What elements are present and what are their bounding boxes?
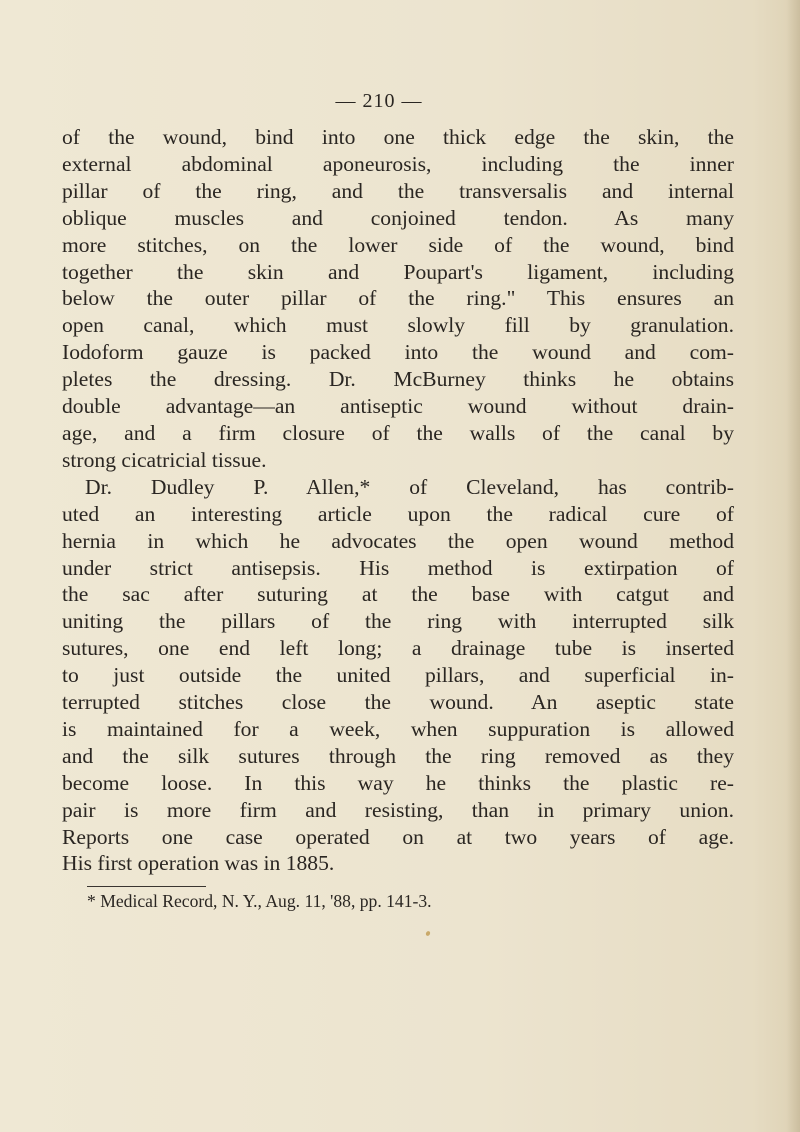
page-number: — 210 — — [335, 90, 423, 112]
text-line: pillar of the ring, and the transversalis and internal — [62, 178, 734, 203]
text-line: age, and a firm closure of the walls of the canal by — [62, 420, 734, 445]
text-line: hernia in which he advocates the open wound method — [62, 528, 734, 553]
text-line: double advantage—an antiseptic wound without drain- — [62, 394, 734, 419]
text-line: the sac after suturing at the base with catgut and — [62, 582, 734, 607]
text-line: of the wound, bind into one thick edge the skin, the — [62, 125, 734, 149]
text-line: and the silk sutures through the ring removed as they — [62, 743, 734, 768]
text-line: pletes the dressing. Dr. McBurney thinks he obtains — [62, 367, 734, 392]
text-line: Reports one case operated on at two years of age. — [62, 824, 734, 849]
footnote-rule — [87, 886, 206, 887]
paragraph-start-line: Dr. Dudley P. Allen,* of Cleveland, has contrib- — [85, 474, 734, 499]
text-line: become loose. In this way he thinks the plastic re- — [62, 770, 734, 795]
text-line: to just outside the united pillars, and superficial in- — [62, 663, 734, 688]
text-line: more stitches, on the lower side of the wound, bind — [62, 232, 734, 257]
text-line: uted an interesting article upon the radical cure of — [62, 501, 734, 526]
body-text — [62, 124, 734, 877]
footnote: * Medical Record, N. Y., Aug. 11, '88, pp. 141-3. — [87, 891, 432, 911]
paper-speck — [425, 930, 431, 936]
text-line: terrupted stitches close the wound. An aseptic state — [62, 690, 734, 715]
paragraph-end-line: His first operation was in 1885. — [62, 851, 335, 876]
text-line: Iodoform gauze is packed into the wound and com- — [62, 340, 734, 365]
text-line: sutures, one end left long; a drainage tube is inserted — [62, 636, 734, 661]
text-line: together the skin and Poupart's ligament, including — [62, 259, 734, 284]
paragraph-end-line: strong cicatricial tissue. — [62, 447, 267, 472]
text-line: open canal, which must slowly fill by granulation. — [62, 313, 734, 338]
text-line: under strict antisepsis. His method is extirpation of — [62, 555, 734, 580]
text-line: external abdominal aponeurosis, including the inner — [62, 151, 734, 176]
text-line: uniting the pillars of the ring with interrupted silk — [62, 609, 734, 634]
page-edge-shadow — [786, 0, 800, 1132]
text-line: is maintained for a week, when suppuration is allowed — [62, 716, 734, 741]
text-line: below the outer pillar of the ring." This ensures an — [62, 286, 734, 311]
text-line: oblique muscles and conjoined tendon. As many — [62, 205, 734, 230]
text-line: pair is more firm and resisting, than in primary union. — [62, 797, 734, 822]
